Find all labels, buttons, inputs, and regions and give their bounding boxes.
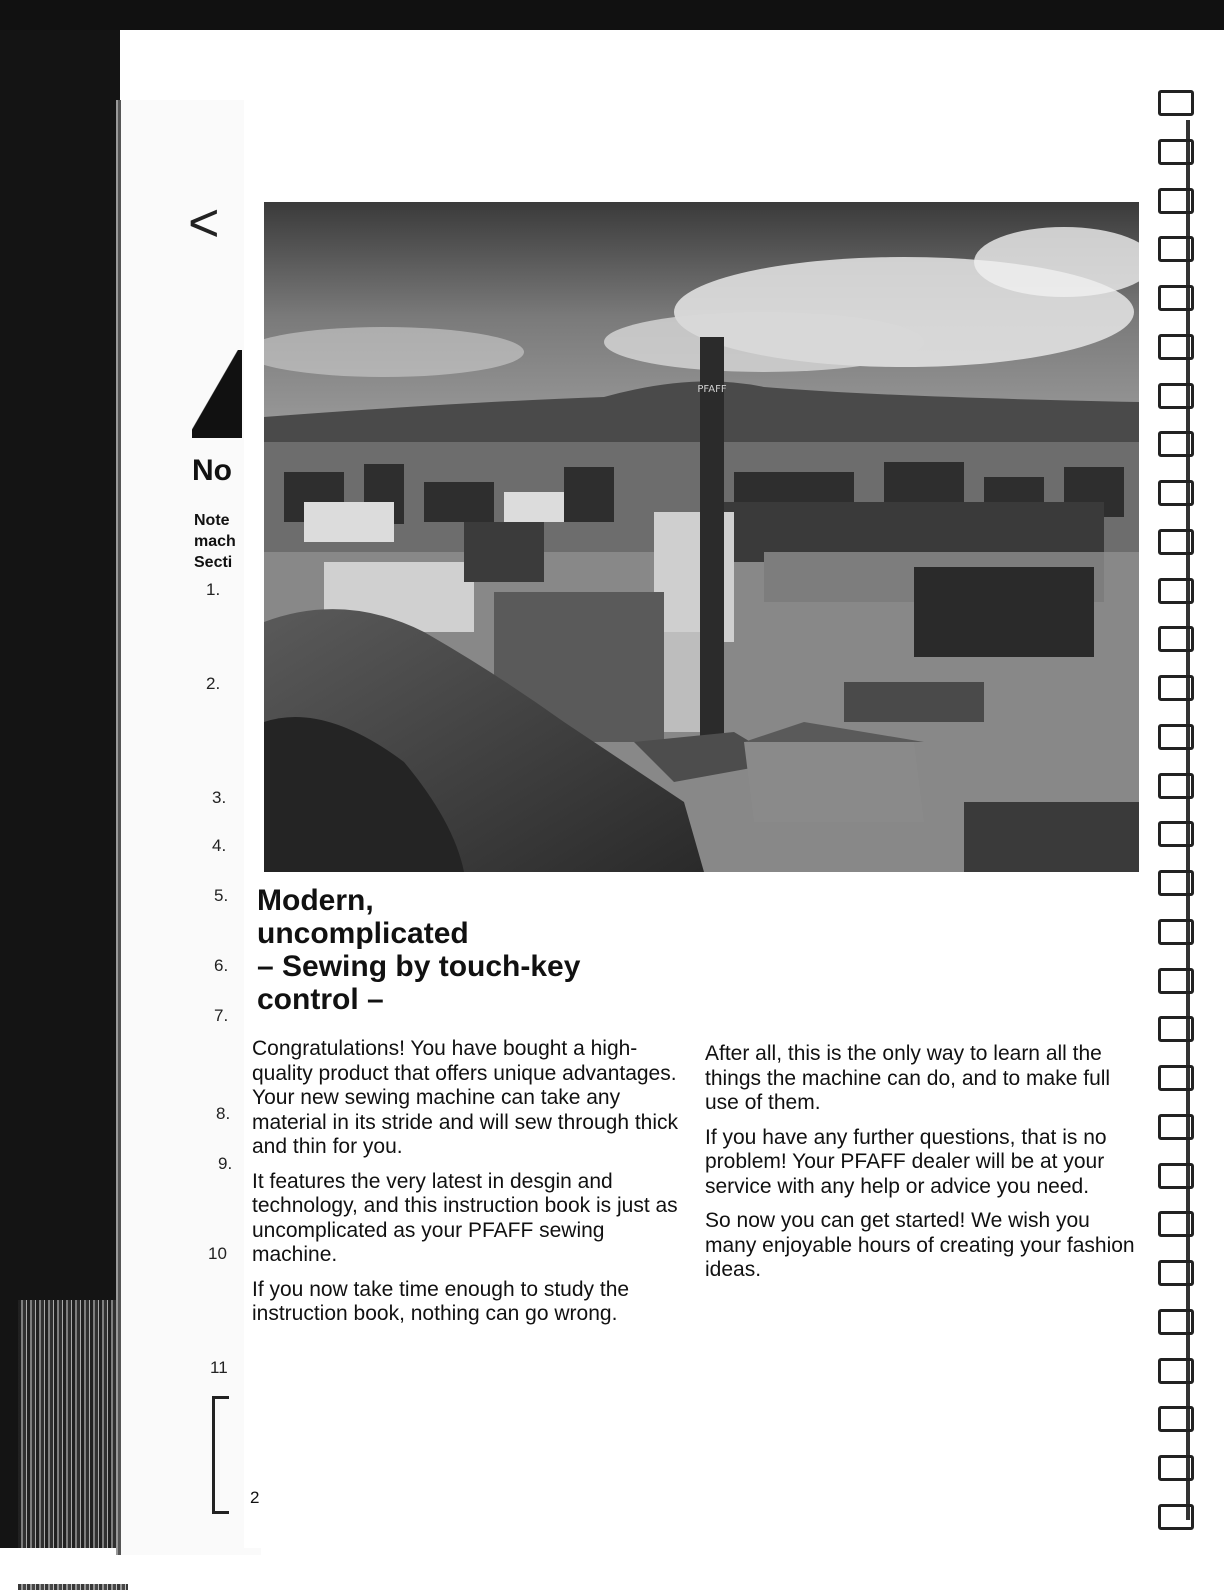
binding-ring (1158, 773, 1194, 799)
binding-ring (1158, 1114, 1194, 1140)
binding-ring (1158, 1260, 1194, 1286)
binding-ring (1158, 431, 1194, 457)
back-page-bracket (212, 1396, 229, 1514)
binding-ring (1158, 1358, 1194, 1384)
paragraph: Congratulations! You have bought a high-quality product that offers unique advantages. Your new sewing machine can take any material in its stride and will sew through thick and thin for you. (252, 1037, 679, 1158)
paragraph: So now you can get started! We wish you many enjoyable hours of creating your fashion ideas. (705, 1209, 1135, 1281)
binding-ring (1158, 90, 1194, 116)
headline-line: – Sewing by touch-key (257, 950, 581, 983)
binding-ring (1158, 383, 1194, 409)
paragraph: If you have any further questions, that is no problem! Your PFAFF dealer will be at your service with any help or advice you need. (705, 1125, 1107, 1198)
page-edge-stripes (18, 1300, 128, 1590)
back-page-title-fragment: No (192, 454, 232, 487)
back-page (118, 100, 261, 1555)
page-number: 2 (250, 1488, 260, 1507)
back-page-note (194, 510, 236, 573)
binding-ring (1158, 870, 1194, 896)
paragraph: It features the very latest in desgin and technology, and this instruction book is just as uncomplicated as your PFAFF sewing machine. (252, 1169, 678, 1266)
paragraph: After all, this is the only way to learn all the things the machine can do, and to make full use of them. (705, 1042, 1111, 1114)
binding-ring (1158, 675, 1194, 701)
back-list-number: 3. (212, 788, 227, 807)
binding-ring (1158, 236, 1194, 262)
binding-ring (1158, 968, 1194, 994)
right-text-column (705, 1042, 1145, 1293)
back-list-number: 8. (216, 1104, 231, 1123)
binding-ring (1158, 1504, 1194, 1530)
back-list-number: 1. (206, 580, 221, 599)
scan-top-border (0, 0, 1224, 30)
back-list-number: 9. (218, 1154, 233, 1173)
binding-ring (1158, 334, 1194, 360)
binding-ring (1158, 919, 1194, 945)
binding-ring (1158, 724, 1194, 750)
back-page-large-digit (192, 350, 242, 438)
back-list-number: 11 (210, 1358, 228, 1377)
back-list-number: 10 (208, 1244, 227, 1263)
binding-ring (1158, 1455, 1194, 1481)
binding-ring (1158, 1016, 1194, 1042)
binding-ring (1158, 188, 1194, 214)
back-list-number: 7. (214, 1006, 229, 1025)
paragraph: If you now take time enough to study the instruction book, nothing can go wrong. (252, 1277, 630, 1325)
binding-ring (1158, 578, 1194, 604)
scan-left-border (0, 30, 120, 1570)
headline-line: uncomplicated (257, 917, 469, 950)
headline-line: control – (257, 983, 384, 1016)
binding-ring (1158, 1309, 1194, 1335)
binding-ring (1158, 821, 1194, 847)
binding-ring (1158, 139, 1194, 165)
binding-ring (1158, 529, 1194, 555)
back-page-chevron: < (188, 193, 220, 253)
binding-ring (1158, 1211, 1194, 1237)
back-list-number: 4. (212, 836, 227, 855)
binding-ring (1158, 1163, 1194, 1189)
chimney-letter: PFAFF (697, 384, 727, 395)
binding-ring (1158, 285, 1194, 311)
back-note-line: mach (194, 533, 236, 550)
left-text-column (252, 1037, 682, 1337)
back-list-number: 2. (206, 674, 221, 693)
article-headline (257, 884, 717, 1016)
factory-photo (264, 202, 1139, 872)
back-note-line: Note (194, 512, 230, 529)
binding-ring (1158, 480, 1194, 506)
spiral-binding (1150, 90, 1200, 1530)
back-note-line: Secti (194, 554, 233, 571)
binding-ring (1158, 626, 1194, 652)
back-list-number: 6. (214, 956, 229, 975)
factory-photo-drawing (264, 202, 1139, 872)
headline-line: Modern, (257, 884, 374, 917)
back-list-number: 5. (214, 886, 229, 905)
binding-ring (1158, 1406, 1194, 1432)
binding-ring (1158, 1065, 1194, 1091)
